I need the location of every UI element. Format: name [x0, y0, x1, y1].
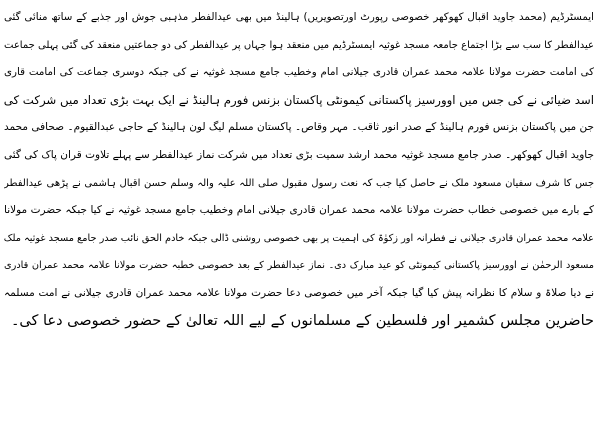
article-line-4: اسد ضیائی نے کی جس میں اوورسیز پاکستانی کیمونٹی پاکستان بزنس فورم ہالینڈ نے ایک بہت بڑی تعداد میں شرکت کی [4, 92, 594, 107]
article-line-12: حاضرین مجلس کشمیر اور فلسطین کے مسلمانوں کے لیے اللہ تعالیٰ کے حضور خصوصی دعا کی۔ [10, 312, 594, 329]
article-line-8: کے بارے میں خصوصی خطاب حضرت مولانا علامہ محمد عمران قادری جیلانی امام وخطیب جامع مسجد غوثیہ نے کیا جبکہ حضرت مولانا [4, 204, 594, 217]
article-line-1: ایمسٹرڈیم (محمد جاوید اقبال کھوکھر خصوصی رپورٹ اورتصویریں) ہالینڈ میں بھی عیدالفطر مذہبی جوش اور جذبے کے ساتھ منائی گئی [4, 11, 594, 23]
article-line-10: مسعود الرحمٰن نے اوورسیز پاکستانی کیمونٹی کو عید مبارک دی۔ نماز عیدالفطر کے بعد خصوصی خطبہ حضرت مولانا علامہ محمد عمران قادری [4, 260, 594, 272]
article-line-2: عیدالفطر کا سب سے بڑا اجتماع جامعہ مسجد غوثیہ ایمسٹرڈیم میں منعقد ہوا جہاں پر عیدالفطر کی دو جماعتیں منعقد کی گئی پہلی جماعت [4, 39, 594, 51]
article-line-5: جن میں پاکستان بزنس فورم ہالینڈ کے صدر انور ثاقب۔ مہر وقاص۔ پاکستان مسلم لیگ لون ہالینڈ کے حاجی عبدالقیوم۔ صحافی محمد [4, 121, 594, 134]
article-line-3: کی امامت حضرت مولانا علامہ محمد عمران قادری جیلانی امام وخطیب جامع مسجد غوثیہ نے کی جبکہ دوسری جماعت کی امامت قاری [4, 66, 594, 79]
article-line-6: جاوید اقبال کھوکھر۔ صدر جامع مسجد غوثیہ محمد ارشد سمیت بڑی تعداد میں شرکت نماز عیدالفطر سے پہلے تلاوت قران پاک کی گئی [4, 148, 594, 161]
article-line-11: نے دیا صلاۃ و سلام کا نظرانہ پیش کیا گیا جبکہ آخر میں خصوصی دعا حضرت مولانا علامہ محمد عمران قادری جیلانی نے امت مسلمہ [4, 286, 594, 299]
article-line-7: جس کا شرف سفیان مسعود ملک نے حاصل کیا جب کہ نعت رسول مقبول صلی اللہ علیہ والہ وسلم حسن اقبال ہاشمی نے پڑھی عیدالفطر [4, 177, 594, 189]
article-line-9: علامہ محمد عمران قادری جیلانی نے فطرانہ اور زکوٰۃ کی اہمیت پر بھی خصوصی روشنی ڈالی جبکہ خادم الحق نائب صدر جامع مسجد غوثیہ ملک [4, 232, 594, 244]
